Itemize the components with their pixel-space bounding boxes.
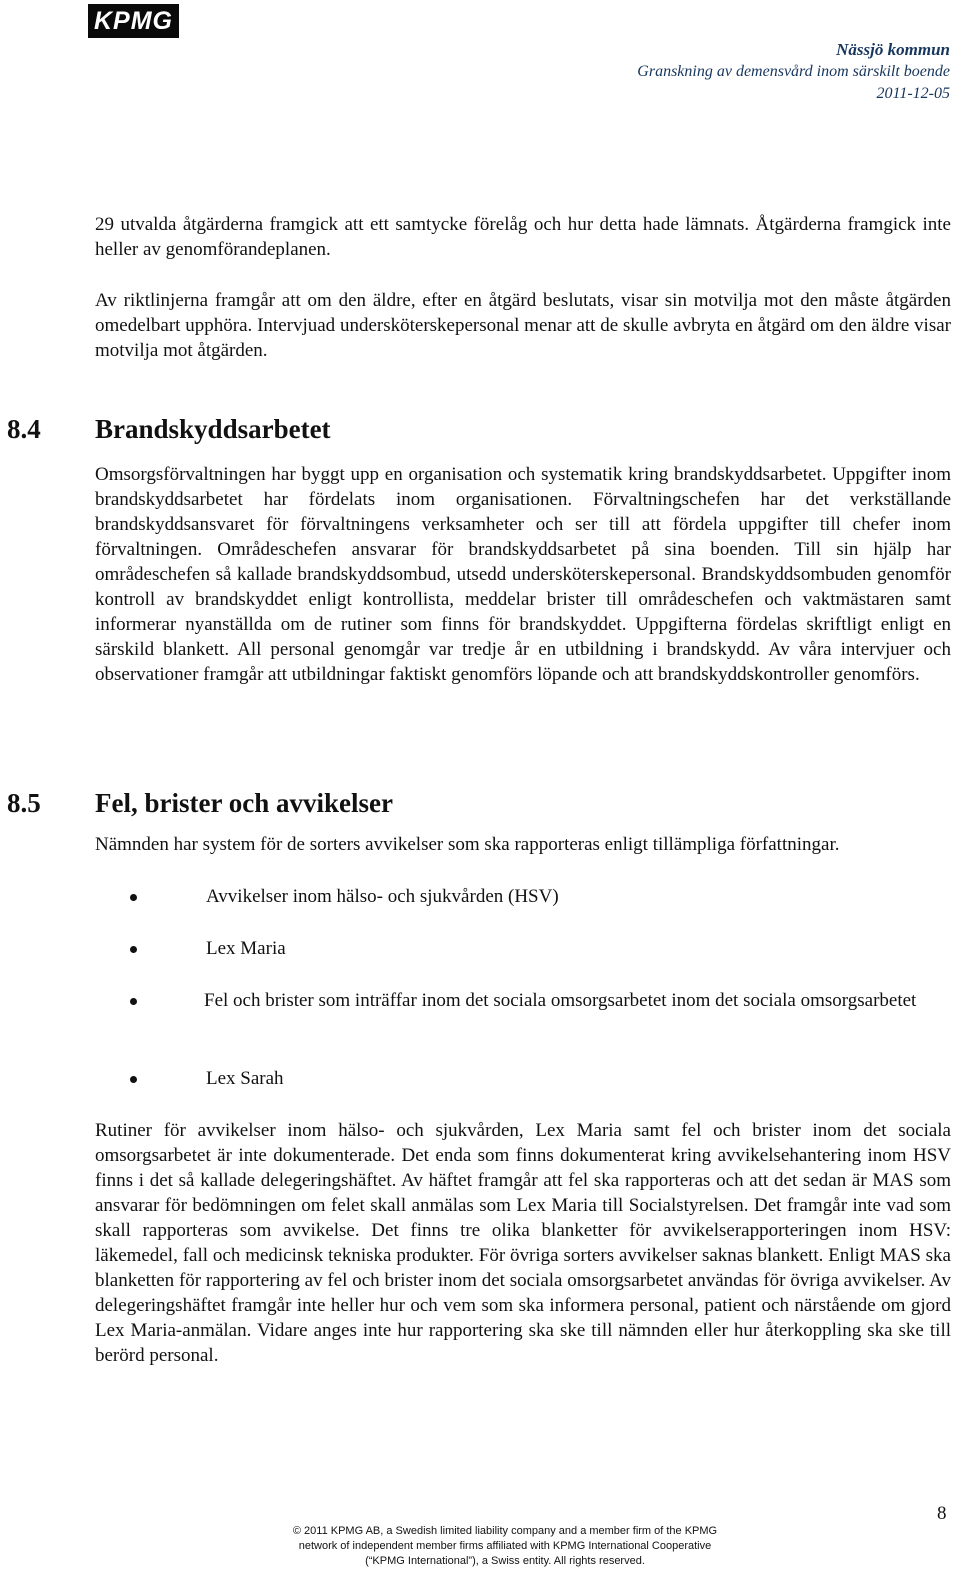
kpmg-logo: KPMG: [88, 4, 179, 38]
list-item-text: Fel och brister som inträffar inom det sociala omsorgsarbetet inom det sociala omsorgsarbetet: [204, 990, 917, 1011]
header-organization: Nässjö kommun: [836, 40, 950, 59]
section-heading-fire-safety: [7, 414, 331, 445]
section-heading-deviations: [7, 788, 393, 819]
section-title: Brandskyddsarbetet: [95, 414, 331, 444]
bullet-icon: [130, 946, 137, 953]
bullet-icon: [130, 894, 137, 901]
section-title: Fel, brister och avvikelser: [95, 788, 393, 818]
bullet-icon: [130, 998, 137, 1005]
list-item-text: Avvikelser inom hälso- och sjukvården (HSV): [206, 886, 559, 907]
section-number: 8.5: [7, 788, 41, 818]
list-item-text: Lex Sarah: [206, 1068, 284, 1089]
section-number: 8.4: [7, 414, 41, 444]
bullet-icon: [130, 1076, 137, 1083]
paragraph-fire-safety: Omsorgsförvaltningen har byggt upp en organisation och systematik kring brandskyddsarbetet. Uppgifter inom brandskyddsarbetet har fördelats inom organisationen. Förvaltningschefen har det verkställande brandskyddsansvaret för förvaltningens verksamheter och ser till att fördela uppgifter till chefer inom förvaltningen. Områdeschefen ansvarar för brandskyddsarbetet på sina boenden. Till sin hjälp har områdeschefen så kallade brandskyddsombud, utsedd undersköterskepersonal. Brandskyddsombuden genomför kontroll av brandskyddet enligt kontrollista, meddelar brister till områdeschefen och vaktmästaren samt informerar nyanställda om de rutiner som finns för brandskyddet. Uppgifterna fördelas skriftligt enligt en särskild blankett. All personal genomgår var tredje år en utbildning i brandskydd. Av våra intervjuer och observationer framgår att utbildningar faktiskt genomförs löpande och att brandskyddskontroller genomförs.: [95, 464, 951, 685]
list-item-text: Lex Maria: [206, 938, 286, 959]
paragraph-deviations-intro: Nämnden har system för de sorters avvikelser som ska rapporteras enligt tillämpliga författningar.: [95, 834, 840, 855]
page-number: 8: [937, 1503, 947, 1524]
header-date: 2011-12-05: [876, 85, 950, 102]
footer-copyright: © 2011 KPMG AB, a Swedish limited liability company and a member firm of the KPMG network of independent member firms affiliated with KPMG International Cooperative (“KPMG International”), a Swiss entity. All rights reserved.: [292, 1525, 718, 1567]
paragraph-consent: 29 utvalda åtgärderna framgick att ett samtycke förelåg och hur detta hade lämnats. Åtgärderna framgick inte heller av genomförandeplanen.: [95, 214, 951, 260]
header-report-title: Granskning av demensvård inom särskilt boende: [637, 63, 950, 80]
paragraph-deviation-routines: Rutiner för avvikelser inom hälso- och sjukvården, Lex Maria samt fel och brister inom det sociala omsorgsarbetet är inte dokumenterade. Det enda som finns dokumenterat kring avvikelsehantering inom HSV finns i det så kallade delegeringshäftet. Av häftet framgår att fel ska rapporteras och att det sedan är MAS som ansvarar för bedömningen om felet skall anmälas som Lex Maria till Socialstyrelsen. Det framgår inte vad som skall rapporteras som avvikelse. Det finns tre olika blanketter för avvikelserapporteringen inom HSV: läkemedel, fall och medicinsk tekniska produkter. För övriga sorters avvikelser saknas blankett. Enligt MAS ska blanketten för rapportering av fel och brister inom det sociala omsorgsarbetet användas för övriga avvikelser. Av delegeringshäftet framgår inte heller hur och vem som ska informera personal, patient och närstående om gjord Lex Maria-anmälan. Vidare anges inte hur rapportering ska ske till nämnden eller hur återkoppling ska ske till berörd personal.: [95, 1120, 951, 1366]
paragraph-guidelines: Av riktlinjerna framgår att om den äldre, efter en åtgärd beslutats, visar sin motvilja mot den måste åtgärden omedelbart upphöra. Intervjuad undersköterskepersonal menar att de skulle avbryta en åtgärd om den äldre visar motvilja mot åtgärden.: [95, 290, 951, 361]
